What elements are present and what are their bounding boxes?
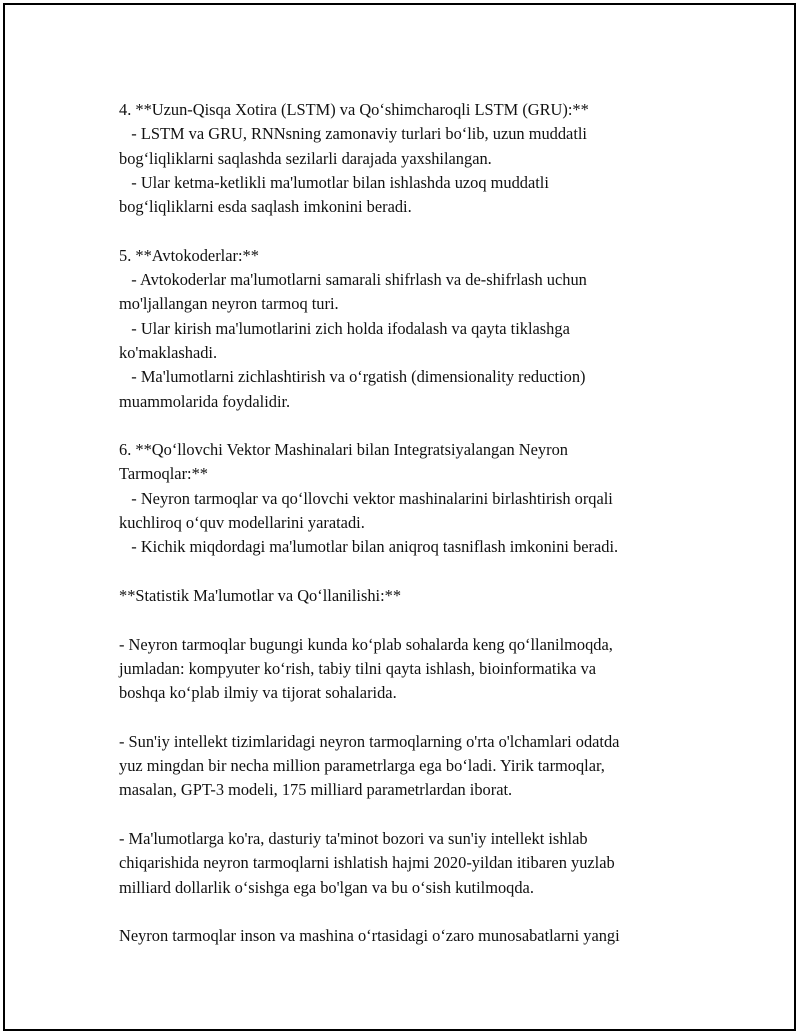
text-line: mo'ljallangan neyron tarmoq turi. [119, 294, 339, 314]
text-line: ko'maklashadi. [119, 342, 218, 362]
text-line: 5. **Avtokoderlar:** [119, 245, 259, 265]
paragraph-parameters [119, 730, 699, 803]
paragraph-gap [119, 219, 699, 243]
text-line: - Neyron tarmoqlar va qo‘llovchi vektor mashinalarini birlashtirish orqali [119, 488, 613, 508]
paragraph-gap [119, 803, 699, 827]
paragraph-autoencoders [119, 244, 699, 414]
text-line: bog‘liqliklarni saqlashda sezilarli darajada yaxshilangan. [119, 148, 492, 168]
page-frame [3, 3, 796, 1031]
paragraph-gap [119, 608, 699, 632]
text-line: muammolarida foydalidir. [119, 391, 291, 411]
paragraph-gap [119, 705, 699, 729]
paragraph-gap [119, 560, 699, 584]
document-body [119, 98, 699, 948]
text-line: - Sun'iy intellekt tizimlaridagi neyron tarmoqlarning o'rta o'lchamlari odatda [119, 731, 620, 751]
text-line: - LSTM va GRU, RNNsning zamonaviy turlari bo‘lib, uzun muddatli [119, 124, 587, 144]
text-line: kuchliroq o‘quv modellarini yaratadi. [119, 513, 365, 533]
section-heading-statistics [119, 584, 699, 608]
text-line: jumladan: kompyuter ko‘rish, tabiy tilni qayta ishlash, bioinformatika va [119, 658, 597, 678]
text-line: boshqa ko‘plab ilmiy va tijorat sohalarida. [119, 683, 397, 703]
text-line: - Avtokoderlar ma'lumotlarni samarali shifrlash va de-shifrlash uchun [119, 270, 587, 290]
text-line: 6. **Qo‘llovchi Vektor Mashinalari bilan Integratsiyalangan Neyron [119, 440, 568, 460]
text-line: - Ma'lumotlarni zichlashtirish va o‘rgatish (dimensionality reduction) [119, 367, 586, 387]
paragraph-market-growth [119, 827, 699, 900]
paragraph-svm-networks [119, 438, 699, 559]
text-line: - Ma'lumotlarga ko'ra, dasturiy ta'minot bozori va sun'iy intellekt ishlab [119, 828, 588, 848]
text-line: 4. **Uzun-Qisqa Xotira (LSTM) va Qo‘shimcharoqli LSTM (GRU):** [119, 100, 589, 119]
text-line: masalan, GPT-3 modeli, 175 milliard parametrlardan iborat. [119, 780, 513, 800]
text-line: yuz mingdan bir necha million parametrlarga ega bo‘ladi. Yirik tarmoqlar, [119, 756, 605, 776]
text-line: - Kichik miqdordagi ma'lumotlar bilan aniqroq tasniflash imkonini beradi. [119, 537, 619, 557]
text-line: milliard dollarlik o‘sishga ega bo'lgan va bu o‘sish kutilmoqda. [119, 877, 534, 897]
text-line: - Neyron tarmoqlar bugungi kunda ko‘plab sohalarda keng qo‘llanilmoqda, [119, 634, 613, 654]
paragraph-conclusion [119, 924, 699, 948]
paragraph-lstm-gru [119, 98, 699, 219]
text-line: Tarmoqlar:** [119, 464, 208, 484]
text-line: chiqarishida neyron tarmoqlarni ishlatish hajmi 2020-yildan itibaren yuzlab [119, 853, 615, 873]
text-line: Neyron tarmoqlar inson va mashina o‘rtasidagi o‘zaro munosabatlarni yangi [119, 926, 620, 946]
text-line: **Statistik Ma'lumotlar va Qo‘llanilishi:** [119, 585, 402, 605]
text-line: - Ular kirish ma'lumotlarini zich holda ifodalash va qayta tiklashga [119, 318, 570, 338]
text-line: bog‘liqliklarni esda saqlash imkonini beradi. [119, 197, 412, 217]
text-line: - Ular ketma-ketlikli ma'lumotlar bilan ishlashda uzoq muddatli [119, 172, 549, 192]
paragraph-gap [119, 900, 699, 924]
paragraph-applications [119, 633, 699, 706]
paragraph-gap [119, 414, 699, 438]
